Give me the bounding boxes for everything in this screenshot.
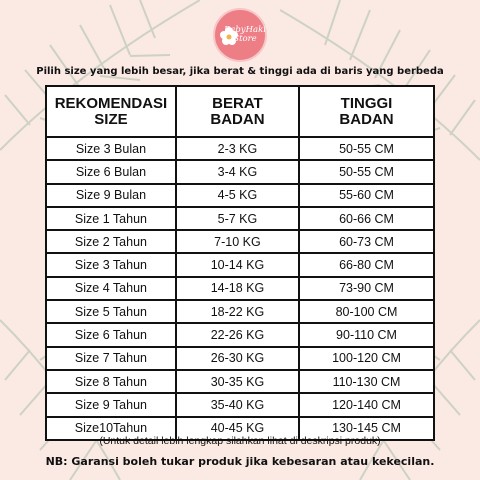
weight-cell: 14-18 KG bbox=[176, 277, 299, 300]
height-cell: 120-140 CM bbox=[299, 393, 434, 416]
size-cell: Size 9 Tahun bbox=[46, 393, 176, 416]
height-cell: 50-55 CM bbox=[299, 137, 434, 160]
brand-logo bbox=[213, 8, 267, 62]
weight-cell: 30-35 KG bbox=[176, 370, 299, 393]
size-cell: Size 6 Bulan bbox=[46, 160, 176, 183]
guarantee-note: NB: Garansi boleh tukar produk jika kebesaran atau kekecilan. bbox=[45, 455, 435, 468]
table-header-row bbox=[46, 86, 434, 137]
size-cell: Size 9 Bulan bbox=[46, 184, 176, 207]
table-row bbox=[46, 184, 434, 207]
table-row bbox=[46, 277, 434, 300]
table-row bbox=[46, 207, 434, 230]
weight-cell: 7-10 KG bbox=[176, 230, 299, 253]
size-cell: Size 7 Tahun bbox=[46, 347, 176, 370]
height-cell: 66-80 CM bbox=[299, 253, 434, 276]
weight-cell: 5-7 KG bbox=[176, 207, 299, 230]
height-cell: 100-120 CM bbox=[299, 347, 434, 370]
weight-cell: 35-40 KG bbox=[176, 393, 299, 416]
height-cell: 60-66 CM bbox=[299, 207, 434, 230]
table-row bbox=[46, 230, 434, 253]
logo-text-line1: BabyHaki bbox=[224, 25, 266, 35]
table-row bbox=[46, 323, 434, 346]
size-cell: Size 4 Tahun bbox=[46, 277, 176, 300]
detail-note: (Untuk detail lebih lengkap silahkan lihat di deskripsi produk) bbox=[99, 435, 381, 447]
table-row bbox=[46, 160, 434, 183]
height-cell: 73-90 CM bbox=[299, 277, 434, 300]
height-cell: 130-145 CM bbox=[299, 417, 434, 440]
height-cell: 110-130 CM bbox=[299, 370, 434, 393]
logo-text-line2: Store bbox=[233, 34, 257, 44]
size-cell: Size 6 Tahun bbox=[46, 323, 176, 346]
table-row bbox=[46, 137, 434, 160]
size-cell: Size 1 Tahun bbox=[46, 207, 176, 230]
table-row bbox=[46, 370, 434, 393]
size-cell: Size 3 Tahun bbox=[46, 253, 176, 276]
weight-cell: 26-30 KG bbox=[176, 347, 299, 370]
header-height: TINGGI BADAN bbox=[299, 86, 434, 137]
table-row bbox=[46, 300, 434, 323]
header-size: REKOMENDASI SIZE bbox=[46, 86, 176, 137]
weight-cell: 18-22 KG bbox=[176, 300, 299, 323]
table-row bbox=[46, 347, 434, 370]
weight-cell: 4-5 KG bbox=[176, 184, 299, 207]
size-instruction: Pilih size yang lebih besar, jika berat & tinggi ada di baris yang berbeda bbox=[36, 66, 444, 77]
size-chart-table bbox=[45, 85, 435, 441]
height-cell: 55-60 CM bbox=[299, 184, 434, 207]
height-cell: 50-55 CM bbox=[299, 160, 434, 183]
height-cell: 90-110 CM bbox=[299, 323, 434, 346]
height-cell: 80-100 CM bbox=[299, 300, 434, 323]
weight-cell: 40-45 KG bbox=[176, 417, 299, 440]
weight-cell: 22-26 KG bbox=[176, 323, 299, 346]
header-weight: BERAT BADAN bbox=[176, 86, 299, 137]
size-cell: Size 5 Tahun bbox=[46, 300, 176, 323]
table-row bbox=[46, 253, 434, 276]
table-row bbox=[46, 393, 434, 416]
weight-cell: 3-4 KG bbox=[176, 160, 299, 183]
weight-cell: 2-3 KG bbox=[176, 137, 299, 160]
height-cell: 60-73 CM bbox=[299, 230, 434, 253]
size-cell: Size10Tahun bbox=[46, 417, 176, 440]
size-cell: Size 2 Tahun bbox=[46, 230, 176, 253]
weight-cell: 10-14 KG bbox=[176, 253, 299, 276]
size-cell: Size 8 Tahun bbox=[46, 370, 176, 393]
size-cell: Size 3 Bulan bbox=[46, 137, 176, 160]
